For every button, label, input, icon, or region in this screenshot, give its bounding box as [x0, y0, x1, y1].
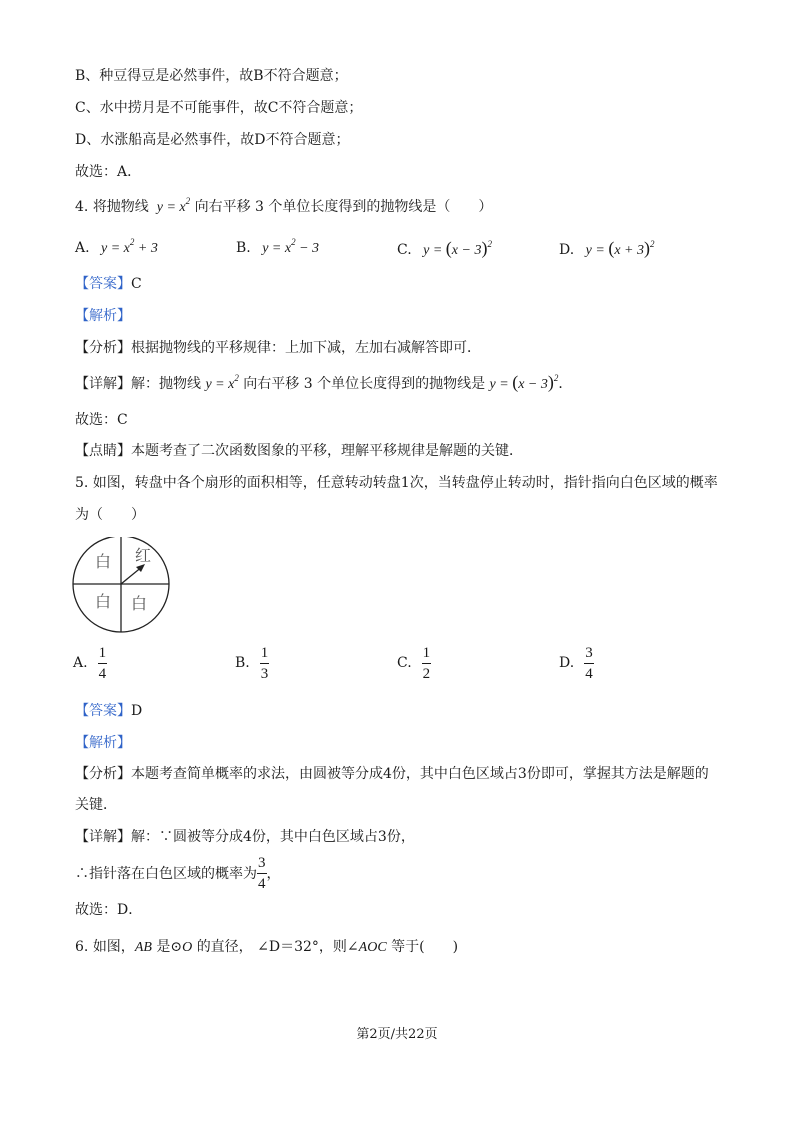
q5-xiangjie-line1: [75, 827, 415, 847]
q5-option-b: [235, 643, 269, 683]
q5-xiangjie-text: 解：∵圆被等分成4份，其中白色区域占3份，: [131, 829, 415, 845]
q5-option-d: [559, 643, 594, 683]
q4-option-c-label: C.: [397, 242, 412, 258]
q6-segment-ab: AB: [134, 940, 152, 955]
q6-stem-text-d: ，则∠: [318, 939, 359, 955]
q4-choose: 故选：C: [75, 412, 128, 428]
q4-xiangjie-text-b: 向右平移 3 个单位长度得到的抛物线是: [243, 376, 486, 392]
q4-answer-value: C: [131, 276, 142, 292]
q4-analysis-label: 【解析】: [75, 308, 131, 324]
q4-option-a-label: A.: [75, 240, 90, 256]
q4-answer: [75, 274, 142, 294]
q5-option-c-label: C.: [397, 655, 412, 671]
q4-option-a: [75, 238, 158, 259]
q5-xiangjie-denominator: 4: [258, 875, 266, 892]
q5-option-d-label: D.: [559, 655, 575, 671]
q4-dianjing: [75, 441, 523, 461]
q5-option-b-fraction: [260, 644, 270, 683]
q5-option-c-fraction: [422, 644, 432, 683]
q6-stem: [75, 937, 458, 958]
q5-option-a-denominator: 4: [98, 665, 107, 682]
spinner-figure: [70, 537, 176, 633]
q4-option-c: [397, 238, 492, 261]
q4-xiangjie-formula-b: $y = (x - 3)^2$: [489, 372, 559, 392]
q4-option-d-formula: $y = (x + 3)^2$: [578, 238, 655, 258]
q5-xiangjie-numerator: 3: [257, 854, 267, 874]
q4-option-a-formula: $y = x^2 + 3$: [94, 237, 158, 256]
spinner-label-bottom-left: 白: [95, 592, 112, 611]
q5-analysis-tag: [75, 733, 131, 753]
q5-xiangjie-line2: [75, 853, 281, 893]
q4-stem: [75, 197, 492, 218]
prev-line-d: D、水涨船高是必然事件，故D不符合题意；: [75, 132, 350, 148]
q4-option-b-formula: $y = x^2 - 3$: [255, 237, 320, 256]
q4-option-b: [236, 238, 319, 259]
q5-fenxi-line1: [75, 764, 709, 784]
q6-stem-text-c: 的直径，: [196, 939, 253, 955]
q6-number: 6.: [75, 939, 89, 955]
q4-option-d-label: D.: [559, 242, 575, 258]
q4-xiangjie-tag: 【详解】: [75, 376, 131, 392]
spinner-label-top-left: 白: [95, 552, 112, 571]
q5-option-c: [397, 643, 431, 683]
prev-line-c: C、水中捞月是不可能事件，故C不符合题意；: [75, 100, 363, 116]
q5-option-d-numerator: 3: [584, 644, 594, 664]
q5-stem-line1: 5. 如图，转盘中各个扇形的面积相等，任意转动转盘1次，当转盘停止转动时，指针指向白色区域的概率: [75, 475, 718, 491]
q5-xiangjie-fraction: [257, 854, 267, 893]
q4-option-c-formula: $y = (x - 3)^2$: [416, 238, 492, 258]
q5-option-c-denominator: 2: [422, 665, 431, 682]
q5-choose: 故选：D．: [75, 902, 143, 918]
q5-answer-value: D: [131, 703, 143, 719]
q5-option-a-numerator: 1: [98, 644, 108, 664]
q4-fenxi: [75, 338, 481, 358]
spinner-label-bottom-right: 白: [131, 594, 148, 613]
q4-fenxi-text: 根据抛物线的平移规律：上加下减，左加右减解答即可．: [131, 340, 481, 356]
q4-dianjing-text: 本题考查了二次函数图象的平移，理解平移规律是解题的关键．: [131, 443, 523, 459]
q4-dianjing-tag: 【点睛】: [75, 443, 131, 459]
q5-xiangjie-tag: 【详解】: [75, 829, 131, 845]
q4-analysis-tag: [75, 306, 131, 326]
q5-option-a-label: A.: [73, 655, 88, 671]
spinner-label-top-right: 红: [135, 546, 152, 565]
q5-stem-line2: 为（ ）: [75, 507, 145, 523]
q5-option-d-denominator: 4: [585, 665, 593, 682]
q4-fenxi-tag: 【分析】: [75, 340, 131, 356]
q4-option-b-label: B.: [236, 240, 251, 256]
q4-xiangjie-formula-a: $y = x^2$: [205, 373, 239, 392]
q5-xiangjie-end: ，: [266, 866, 281, 882]
q4-xiangjie-text-a: 解：抛物线: [131, 376, 201, 392]
q5-fenxi-tag: 【分析】: [75, 766, 131, 782]
prev-line-b: B、种豆得豆是必然事件，故B不符合题意；: [75, 68, 348, 84]
q6-stem-text-e: 等于( ): [391, 939, 459, 955]
q5-option-a: [73, 643, 107, 683]
q5-option-b-denominator: 3: [260, 665, 269, 682]
q5-analysis-label: 【解析】: [75, 735, 131, 751]
q4-stem-text-b: 向右平移 3 个单位长度得到的抛物线是（ ）: [194, 199, 493, 215]
q5-answer: [75, 701, 142, 721]
prev-choose: 故选：A．: [75, 164, 142, 180]
q5-xiangjie-text-2: ∴指针落在白色区域的概率为: [75, 866, 257, 882]
q6-stem-text-b: 是⊙: [156, 939, 183, 955]
q6-angle-d: ∠D＝32°: [257, 939, 319, 955]
q6-angle-aoc: AOC: [358, 940, 387, 955]
q5-option-b-label: B.: [235, 655, 250, 671]
q4-answer-tag: 【答案】: [75, 276, 131, 292]
q4-stem-text-a: 将抛物线: [92, 199, 149, 215]
page-footer: 第2页/共22页: [356, 1027, 438, 1042]
q4-number: 4.: [75, 199, 89, 215]
q5-option-c-numerator: 1: [422, 644, 432, 664]
q6-stem-text-a: 如图，: [92, 939, 135, 955]
q6-circle-o: O: [182, 940, 193, 955]
q5-fenxi-line2: 关键．: [75, 797, 117, 813]
q5-option-d-fraction: [584, 644, 594, 683]
q4-formula: $y = x^2$: [153, 196, 191, 215]
q5-answer-tag: 【答案】: [75, 703, 131, 719]
q5-option-b-numerator: 1: [260, 644, 270, 664]
q4-option-d: [559, 238, 654, 261]
q5-fenxi-text: 本题考查简单概率的求法，由圆被等分成4份，其中白色区域占3份即可，掌握其方法是解题的: [131, 766, 709, 782]
q4-xiangjie: 【详解】解：抛物线 $y = x^2$ 向右平移 3 个单位长度得到的抛物线是 $y = (x - 3)^2$．: [75, 372, 573, 392]
q5-option-a-fraction: [98, 644, 108, 683]
